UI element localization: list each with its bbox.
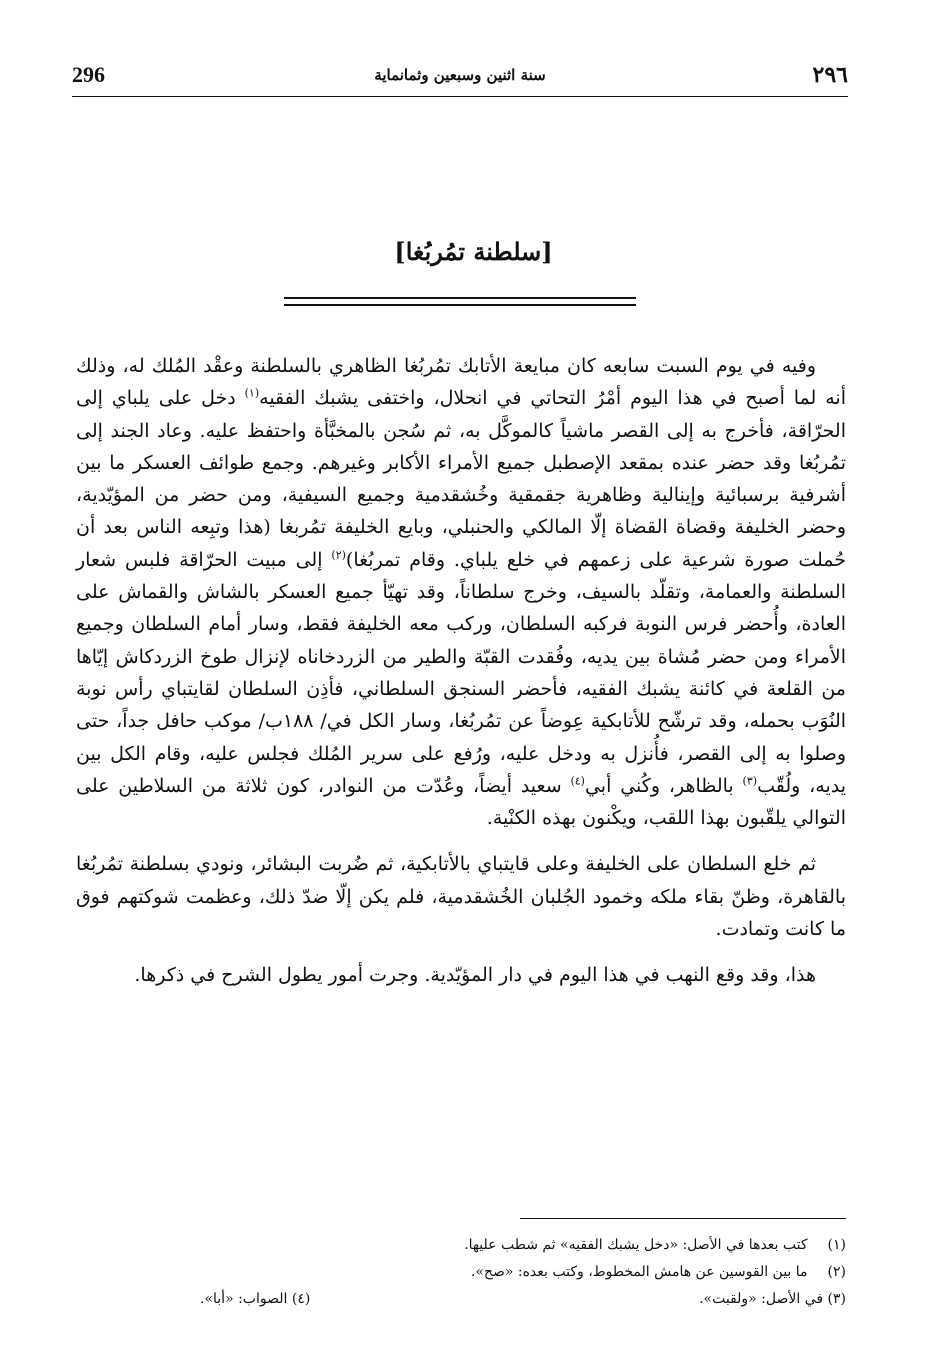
header-rule — [72, 96, 848, 97]
running-title: سنة اثنين وسبعين وثمانماية — [374, 66, 546, 84]
footnote-4 — [200, 1286, 310, 1313]
paragraph-text: إلى مبيت الحرّاقة فلبس شعار السلطنة والعمامة، وتقلّد بالسيف، وخرج سلطاناً، وقد تهيّأ جميع العسكر بالشاش والقماش على العادة، وأُحضر فرس النوبة فركبه السلطان، وركب معه الخليفة فقط، وسار أمام السلطان وجميع الأمراء ومن حضر مُشاة بين يديه، وفُقدت القبّة والطير من الزردخاناه لإنزال طوخ الزردكاش إيّاها من القلعة في كائنة يشبك الفقيه، فأحضر السنجق السلطاني، فأذِن السلطان لقايتباي رأس نوبة النُوَب بحمله، وقد ترشّح للأتابكية عِوضاً عن تمُربُغا، وسار الكل في/ ١٨٨ب/ موكب حافل جداً، حتى وصلوا به إلى القصر، فأُنزل به ودخل عليه، ورُفع على سرير المُلك فجلس عليه، وقام الكل بين يديه، ولُقّب — [76, 548, 847, 797]
paragraph-text: دخل على يلباي إلى الحرّاقة، فأخرج به إلى القصر ماشياً كالموكَّل به، ثم سُجن بالمخبَّأة واحتفظ عليه. وعاد الجند إلى تمُربُغا وقد حضر عنده بمقعد الإصطبل جميع الأمراء الأكابر وغيرهم. وجمع طوائف العسكر ما بين أشرفية برسبائية وإينالية وظاهرية جقمقية وخُشقدمية وجميع السيفية، ومن حضر من المؤيّدية، وحضر الخليفة وقضاة القضاة إلّا المالكي والحنبلي، وبايع الخليفة تمُربغا (هذا وتبِعه الناس بعد أن حُملت صورة شرعية على زعمهم في خلع يلباي. وقام تمربُغا) — [76, 387, 846, 571]
page-number-arabic: ٢٩٦ — [812, 62, 848, 88]
footnote-1 — [200, 1232, 846, 1259]
footnote-text: في الأصل: «ولقبت». — [699, 1291, 824, 1307]
footnote-ref-1: (١) — [244, 386, 260, 400]
footnote-text: الصواب: «أبا». — [200, 1291, 288, 1307]
section-title: [سلطنة تمُربُغا] — [394, 237, 553, 266]
body-text — [76, 350, 846, 1006]
paragraph-text: سعيد أيضاً، وعُدّت من النوادر، كون ثلاثة من السلاطين على التوالي يلقّبون بهذا اللقب، ويكْنون بهذه الكنْية. — [76, 774, 846, 830]
footnote-number: (١) — [827, 1237, 846, 1253]
footnote-rule — [520, 1218, 846, 1219]
footnote-number: (٢) — [827, 1264, 846, 1280]
footnote-text: ما بين القوسين عن هامش المخطوط، وكتب بعده: «صح». — [470, 1264, 808, 1280]
paragraph-2 — [76, 848, 846, 945]
paragraph-text: ثم خلع السلطان على الخليفة وعلى قايتباي بالأتابكية، ثم ضُربت البشائر، ونودي بسلطنة تمُربُغا بالقاهرة، وظنّ بقاء ملكه وخمود الجُلبان الخُشقدمية، فلم يكن إلّا ضدّ ذلك، وعظمت شوكتهم فوق ما كانت وتمادت. — [76, 853, 846, 941]
page-number-latin: 296 — [72, 62, 105, 87]
title-rule-bottom — [284, 304, 636, 306]
footnote-number: (٤) — [291, 1291, 311, 1307]
paragraph-text: وفيه في يوم السبت سابعه كان مبايعة الأتابك تمُربُغا الظاهري بالسلطنة وعقْد المُلك له، وذلك أنه لما أصبح في هذا اليوم أمْرُ التحاتي في انحلال، واختفى يشبك الفقيه — [76, 355, 847, 410]
footnotes — [200, 1232, 846, 1313]
page-header — [72, 62, 848, 92]
footnote-number: (٣) — [827, 1291, 846, 1307]
footnote-text: كتب بعدها في الأصل: «دخل يشبك الفقيه» ثم شطب عليها. — [464, 1237, 808, 1253]
paragraph-1 — [76, 350, 846, 834]
paragraph-text: بالظاهر، وكُني أبي — [584, 774, 743, 797]
footnote-2 — [200, 1259, 846, 1286]
title-rule-top — [284, 297, 636, 299]
footnote-ref-3: (٣) — [742, 774, 758, 788]
footnote-ref-2: (٢) — [331, 548, 346, 562]
footnote-row-3-4 — [200, 1286, 846, 1313]
footnote-3 — [699, 1291, 846, 1307]
footnote-ref-4: (٤) — [570, 774, 585, 788]
paragraph-3 — [76, 959, 846, 991]
paragraph-text: هذا، وقد وقع النهب في هذا اليوم في دار المؤيّدية. وجرت أمور يطول الشرح في ذكرها. — [134, 964, 816, 987]
